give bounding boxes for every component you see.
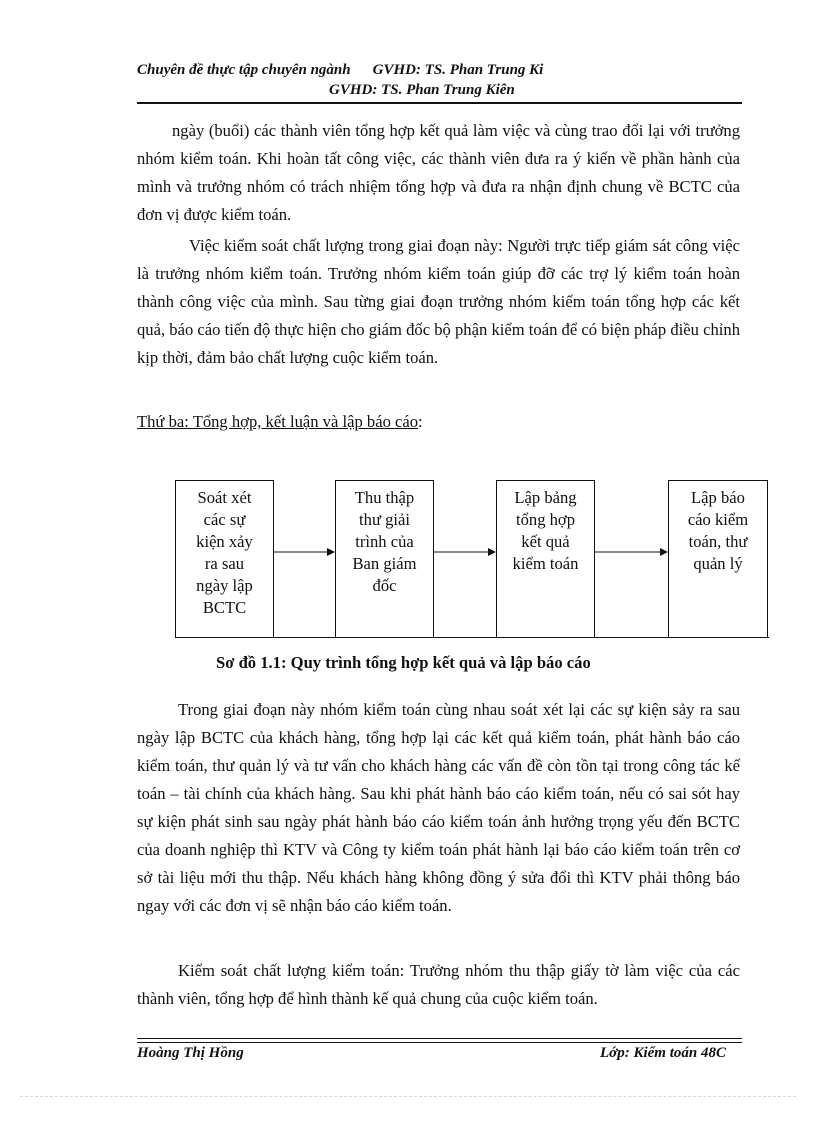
arrow-right-icon — [595, 546, 668, 558]
header-rule — [137, 102, 742, 104]
page-header — [137, 60, 742, 100]
section-heading-text: Thứ ba: Tổng hợp, kết luận và lập báo cáo — [137, 412, 419, 431]
box-line: Soát xét — [197, 488, 252, 507]
footer-author: Hoàng Thị Hồng — [137, 1045, 244, 1061]
paragraph-5: Kiểm soát chất lượng kiểm toán: Trưởng nhóm thu thập giấy tờ làm việc của các thành viên, tổng hợp để hình thành kế quả chung của cuộc kiểm toán. — [137, 961, 740, 1008]
box-line: các sự — [203, 510, 246, 529]
diagram-caption: Sơ đồ 1.1: Quy trình tổng hợp kết quả và lập báo cáo — [216, 653, 591, 672]
box-line: Thu thập — [354, 488, 415, 507]
process-diagram — [175, 480, 769, 640]
box-line: Ban giám — [352, 554, 417, 573]
box-line: Lập bảng — [514, 488, 577, 507]
box-line: toán, thư — [688, 532, 748, 551]
section-heading — [137, 408, 423, 436]
box-line: quản lý — [693, 554, 743, 573]
paragraph-4: Trong giai đoạn này nhóm kiểm toán cùng nhau soát xét lại các sự kiện sảy ra sau ngày lập BCTC của khách hàng, tổng hợp lại các kết quả kiểm toán, phát hành báo cáo kiểm toán, thư quản lý và tư vấn cho khách hàng các vấn đề còn tồn tại trong công tác kế toán – tài chính của khách hàng. Sau khi phát hành báo cáo kiểm toán, nếu có sai sót hay sự kiện phát sinh sau ngày phát hành báo cáo kiểm toán ảnh hưởng trọng yếu đến BCTC của doanh nghiệp thì KTV và Công ty kiểm toán phát hành lại báo cáo kiểm toán trên cơ sở tài liệu mới thu thập. Nếu khách hàng không đồng ý sửa đổi thì KTV phải thông báo ngay với các đơn vị sẽ nhận báo cáo kiểm toán. — [137, 700, 740, 915]
header-course-title: Chuyên đề thực tập chuyên ngành — [137, 62, 351, 78]
box-line: đốc — [372, 576, 397, 595]
box-line: trình của — [355, 532, 414, 551]
header-line-1 — [137, 60, 742, 80]
box-line: BCTC — [202, 598, 247, 617]
arrow-right-icon — [274, 546, 335, 558]
section-heading-colon: : — [418, 412, 423, 431]
footer-class: Lớp: Kiểm toán 48C — [600, 1045, 726, 1061]
box-line: kiện xảy — [196, 532, 253, 551]
header-supervisor-truncated: GVHD: TS. Phan Trung Ki — [372, 62, 544, 78]
diagram-box-collect-letters — [335, 480, 434, 638]
page-edge — [20, 1096, 796, 1097]
box-line: kết quả — [521, 532, 570, 551]
box-line: Lập báo — [691, 488, 745, 507]
diagram-box-summary-table — [496, 480, 595, 638]
paragraph-1: ngày (buổi) các thành viên tổng hợp kết quả làm việc và cùng trao đổi lại với trưởng nhóm kiểm toán. Khi hoàn tất công việc, các thành viên đưa ra ý kiến về phần hành của mình và trưởng nhóm có trách nhiệm tổng hợp và đưa ra nhận định chung về BCTC của đơn vị được kiểm toán. — [137, 121, 740, 224]
diagram-box-audit-report — [668, 480, 768, 638]
box-line: tổng hợp — [515, 510, 576, 529]
diagram-box-review-events — [175, 480, 274, 638]
box-line: ra sau — [204, 554, 245, 573]
box-line: ngày lập — [196, 576, 253, 595]
arrow-right-icon — [434, 546, 496, 558]
paragraph-2: Việc kiểm soát chất lượng trong giai đoạn này: Người trực tiếp giám sát công việc là trưởng nhóm kiểm toán. Trưởng nhóm kiểm toán giúp đỡ các trợ lý kiểm toán hoàn thành công việc của mình. Sau từng giai đoạn trưởng nhóm kiểm toán tổng hợp các kết quả, báo cáo tiến độ thực hiện cho giám đốc bộ phận kiểm toán để có biện pháp điều chỉnh kịp thời, đảm bảo chất lượng cuộc kiểm toán. — [137, 236, 740, 367]
box-line: kiểm toán — [512, 554, 579, 573]
box-line: thư giải — [359, 510, 410, 529]
box-line: cáo kiểm — [687, 510, 749, 529]
header-supervisor: GVHD: TS. Phan Trung Kiên — [329, 82, 515, 98]
diagram-baseline — [175, 637, 769, 638]
